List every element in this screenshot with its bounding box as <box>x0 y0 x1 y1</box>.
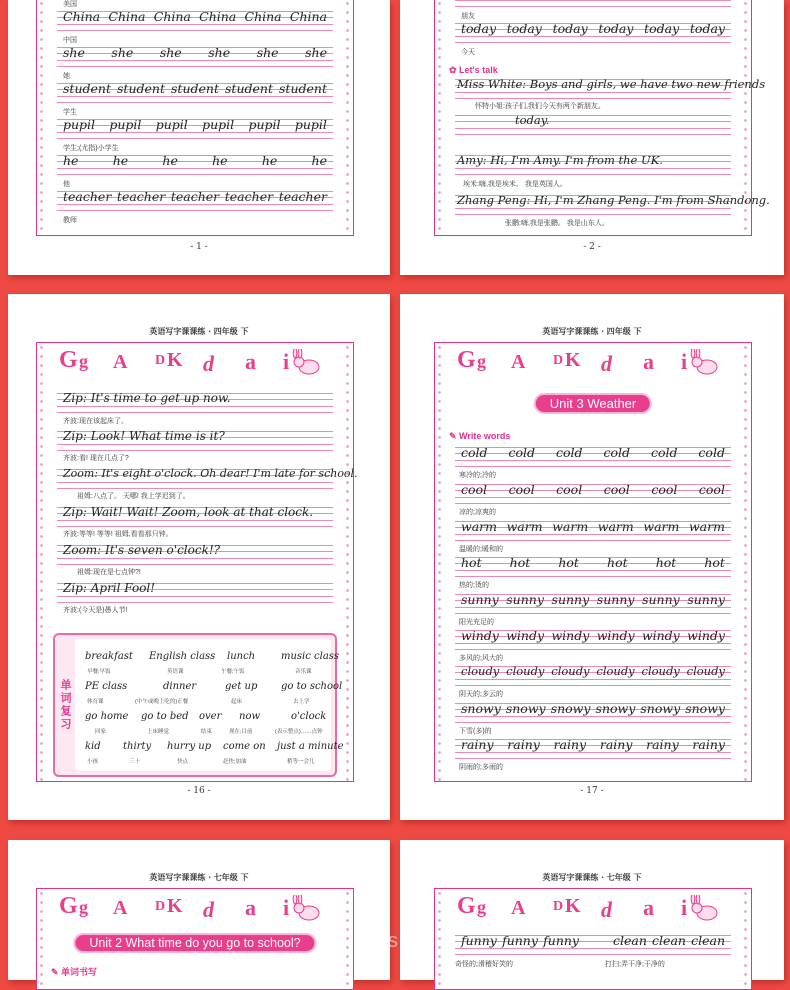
dialogue-line: Zip: April Fool! <box>63 581 156 595</box>
gloss: 阴天的;多云的 <box>459 691 503 698</box>
dialogue-line: Zip: Wait! Wait! Zoom, look at that clock. <box>63 505 314 519</box>
page-2 <box>400 0 784 275</box>
alphabet-decoration: G g A D K d a i <box>57 893 333 923</box>
writing-row <box>455 193 770 215</box>
writing-row <box>57 11 333 31</box>
page-17 <box>400 294 784 820</box>
bunny-icon <box>287 349 327 377</box>
gloss: 学生;(尤指)小学生 <box>63 145 119 152</box>
writing-row <box>57 545 333 565</box>
gloss: 齐波:(今天是)愚人节! <box>63 607 128 614</box>
alphabet-decoration: G g A D K d a i <box>455 893 731 923</box>
page-number: - 2 - <box>583 242 601 252</box>
page-frame <box>36 0 354 236</box>
page-bottom-left <box>8 840 390 980</box>
unit-banner: Unit 2 What time do you go to school? <box>73 933 316 953</box>
page-1 <box>8 0 390 275</box>
unit-banner: Unit 3 Weather <box>534 393 652 414</box>
page-frame <box>434 888 752 990</box>
gloss: 怀特小姐:孩子们,我们今天有两个新朋友。 <box>475 103 605 110</box>
writing-row <box>455 77 766 99</box>
practice-words: windy windy windy windy windy windy <box>461 628 725 643</box>
dialogue-line: Miss White: Boys and girls, we have two new friends <box>457 77 766 91</box>
writing-row <box>57 83 333 103</box>
dialogue-line: today. <box>515 113 550 127</box>
writing-row <box>455 666 731 686</box>
gloss: 埃米:嗨,我是埃米。 我是英国人。 <box>463 181 567 188</box>
bunny-icon <box>685 349 725 377</box>
practice-words: pupil pupil pupil pupil pupil pupil <box>63 117 327 132</box>
alphabet-decoration: G g A D K d a i <box>57 347 333 377</box>
practice-words: hot hot hot hot hot hot <box>461 555 725 570</box>
section-title: ✿ Let's talk <box>449 65 498 75</box>
gloss: 她 <box>63 73 70 80</box>
practice-words: warm warm warm warm warm warm <box>461 519 725 534</box>
writing-row <box>455 935 731 955</box>
dialogue-line: Zoom: It's eight o'clock. Oh dear! I'm late for school. <box>63 467 358 480</box>
writing-row <box>455 0 731 7</box>
gloss: 教师 <box>63 217 77 224</box>
page-header: 英语写字课课练 · 七年级 下 <box>149 872 249 882</box>
page-number: - 1 - <box>190 242 208 252</box>
gloss: 学生 <box>63 109 77 116</box>
writing-row <box>57 119 333 139</box>
page-frame <box>434 342 752 782</box>
flower-icon: ✿ <box>449 65 460 75</box>
word-review-box: 单词复习 breakfast 早餐;早饭 English class 英语课 lunch 午餐;午饭 music class 音乐课 PE class 体育课 dinner (中午或晚上吃的)正餐 get up 起床 go to school 去上学 go home 回家 go to bed 上床睡觉 over 结束 now 现在;目前 o'clock (表示整点)……点钟 kid 小孩 thirty 三十 hurry up 快点 come on 赶快;加油 just a minute 稍等一会儿 <box>53 633 337 777</box>
writing-row <box>455 115 731 135</box>
practice-words: funny funny funny <box>461 933 579 948</box>
pencil-icon: ✎ <box>51 967 62 977</box>
page-header: 英语写字课课练 · 四年级 下 <box>542 326 642 336</box>
gloss: 奇怪的;滑稽好笑的 <box>455 961 513 968</box>
page-16 <box>8 294 390 820</box>
writing-row <box>455 630 731 650</box>
gloss: 凉的;凉爽的 <box>459 509 496 516</box>
page-bottom-right <box>400 840 784 980</box>
alphabet-decoration: G g A D K d a i <box>455 347 731 377</box>
writing-row <box>455 484 731 504</box>
practice-words: cloudy cloudy cloudy cloudy cloudy cloudy <box>461 664 725 678</box>
practice-words: sunny sunny sunny sunny sunny sunny <box>461 592 725 607</box>
gloss: 中国 <box>63 37 77 44</box>
writing-row <box>455 521 731 541</box>
gloss: 多风的;风大的 <box>459 655 503 662</box>
writing-row <box>455 739 731 759</box>
page-header: 英语写字课课练 · 四年级 下 <box>149 326 249 336</box>
gloss: 祖姆:现在是七点钟?! <box>77 569 141 576</box>
page-frame <box>36 888 354 990</box>
practice-words: he he he he he he <box>63 153 327 168</box>
page-frame <box>434 0 770 236</box>
gloss: 张鹏:嗨,我是张鹏。 我是山东人。 <box>505 220 609 227</box>
writing-row <box>455 557 731 577</box>
practice-words: today today today today today today <box>461 21 725 36</box>
dialogue-line: Zoom: It's seven o'clock!? <box>63 543 221 557</box>
gloss: 热的;烫的 <box>459 582 489 589</box>
writing-row <box>57 431 333 451</box>
practice-words: she she she she she she <box>63 45 327 60</box>
writing-row <box>57 191 333 211</box>
gloss: 他 <box>63 181 70 188</box>
writing-row <box>57 467 358 489</box>
gloss: 打扫;弄干净;干净的 <box>605 961 665 968</box>
practice-words: clean clean clean <box>613 933 725 948</box>
dialogue-line: Zip: Look! What time is it? <box>63 429 225 443</box>
page-header: 英语写字课课练 · 七年级 下 <box>542 872 642 882</box>
gloss: 温暖的;暖和的 <box>459 546 503 553</box>
gloss: 祖姆:八点了。 天哪! 我上学迟到了。 <box>77 493 190 500</box>
review-title: 单词复习 <box>59 679 71 731</box>
practice-words: teacher teacher teacher teacher teacher <box>63 189 327 204</box>
gloss: 寒冷的;冷的 <box>459 472 496 479</box>
practice-words: snowy snowy snowy snowy snowy snowy <box>461 701 725 716</box>
writing-row <box>455 594 731 614</box>
writing-row <box>57 583 333 603</box>
writing-row <box>455 447 731 467</box>
gloss: 阴雨的;多雨的 <box>459 764 503 771</box>
page-number: - 17 - <box>580 786 604 796</box>
page-frame <box>36 342 358 782</box>
watermark: sho <box>388 930 424 952</box>
writing-row <box>455 703 731 723</box>
gloss: 朋友 <box>461 13 475 20</box>
section-title: ✎ 单词书写 <box>51 967 98 977</box>
writing-row <box>57 393 333 413</box>
dialogue-line: Zhang Peng: Hi, I'm Zhang Peng. I'm from Shandong. <box>457 193 770 207</box>
writing-row <box>57 47 333 67</box>
bunny-icon <box>685 895 725 923</box>
gloss: 阳光充足的 <box>459 619 494 626</box>
writing-row <box>455 155 731 175</box>
dialogue-line: Amy: Hi, I'm Amy. I'm from the UK. <box>457 153 663 167</box>
practice-words: student student student student student <box>63 81 327 96</box>
gloss: 今天 <box>461 49 475 56</box>
gloss: 下雪(多)的 <box>459 728 492 735</box>
practice-words: China China China China China China <box>63 9 327 24</box>
practice-words: cool cool cool cool cool cool <box>461 482 725 497</box>
pencil-icon: ✎ <box>449 431 460 441</box>
page-number: - 16 - <box>187 786 211 796</box>
gloss: 齐波:现在该起床了。 <box>63 418 128 425</box>
writing-row <box>455 23 731 43</box>
gloss: 美国 <box>63 1 77 8</box>
writing-row <box>57 507 333 527</box>
practice-words: cold cold cold cold cold cold <box>461 445 725 460</box>
writing-row <box>57 155 333 175</box>
practice-words: rainy rainy rainy rainy rainy rainy <box>461 737 725 752</box>
dialogue-line: Zip: It's time to get up now. <box>63 391 231 405</box>
gloss: 齐波:等等! 等等! 祖姆,看看那只钟。 <box>63 531 173 538</box>
bunny-icon <box>287 895 327 923</box>
section-title: ✎ Write words <box>449 431 511 441</box>
gloss: 齐波:看! 现在几点了? <box>63 455 129 462</box>
